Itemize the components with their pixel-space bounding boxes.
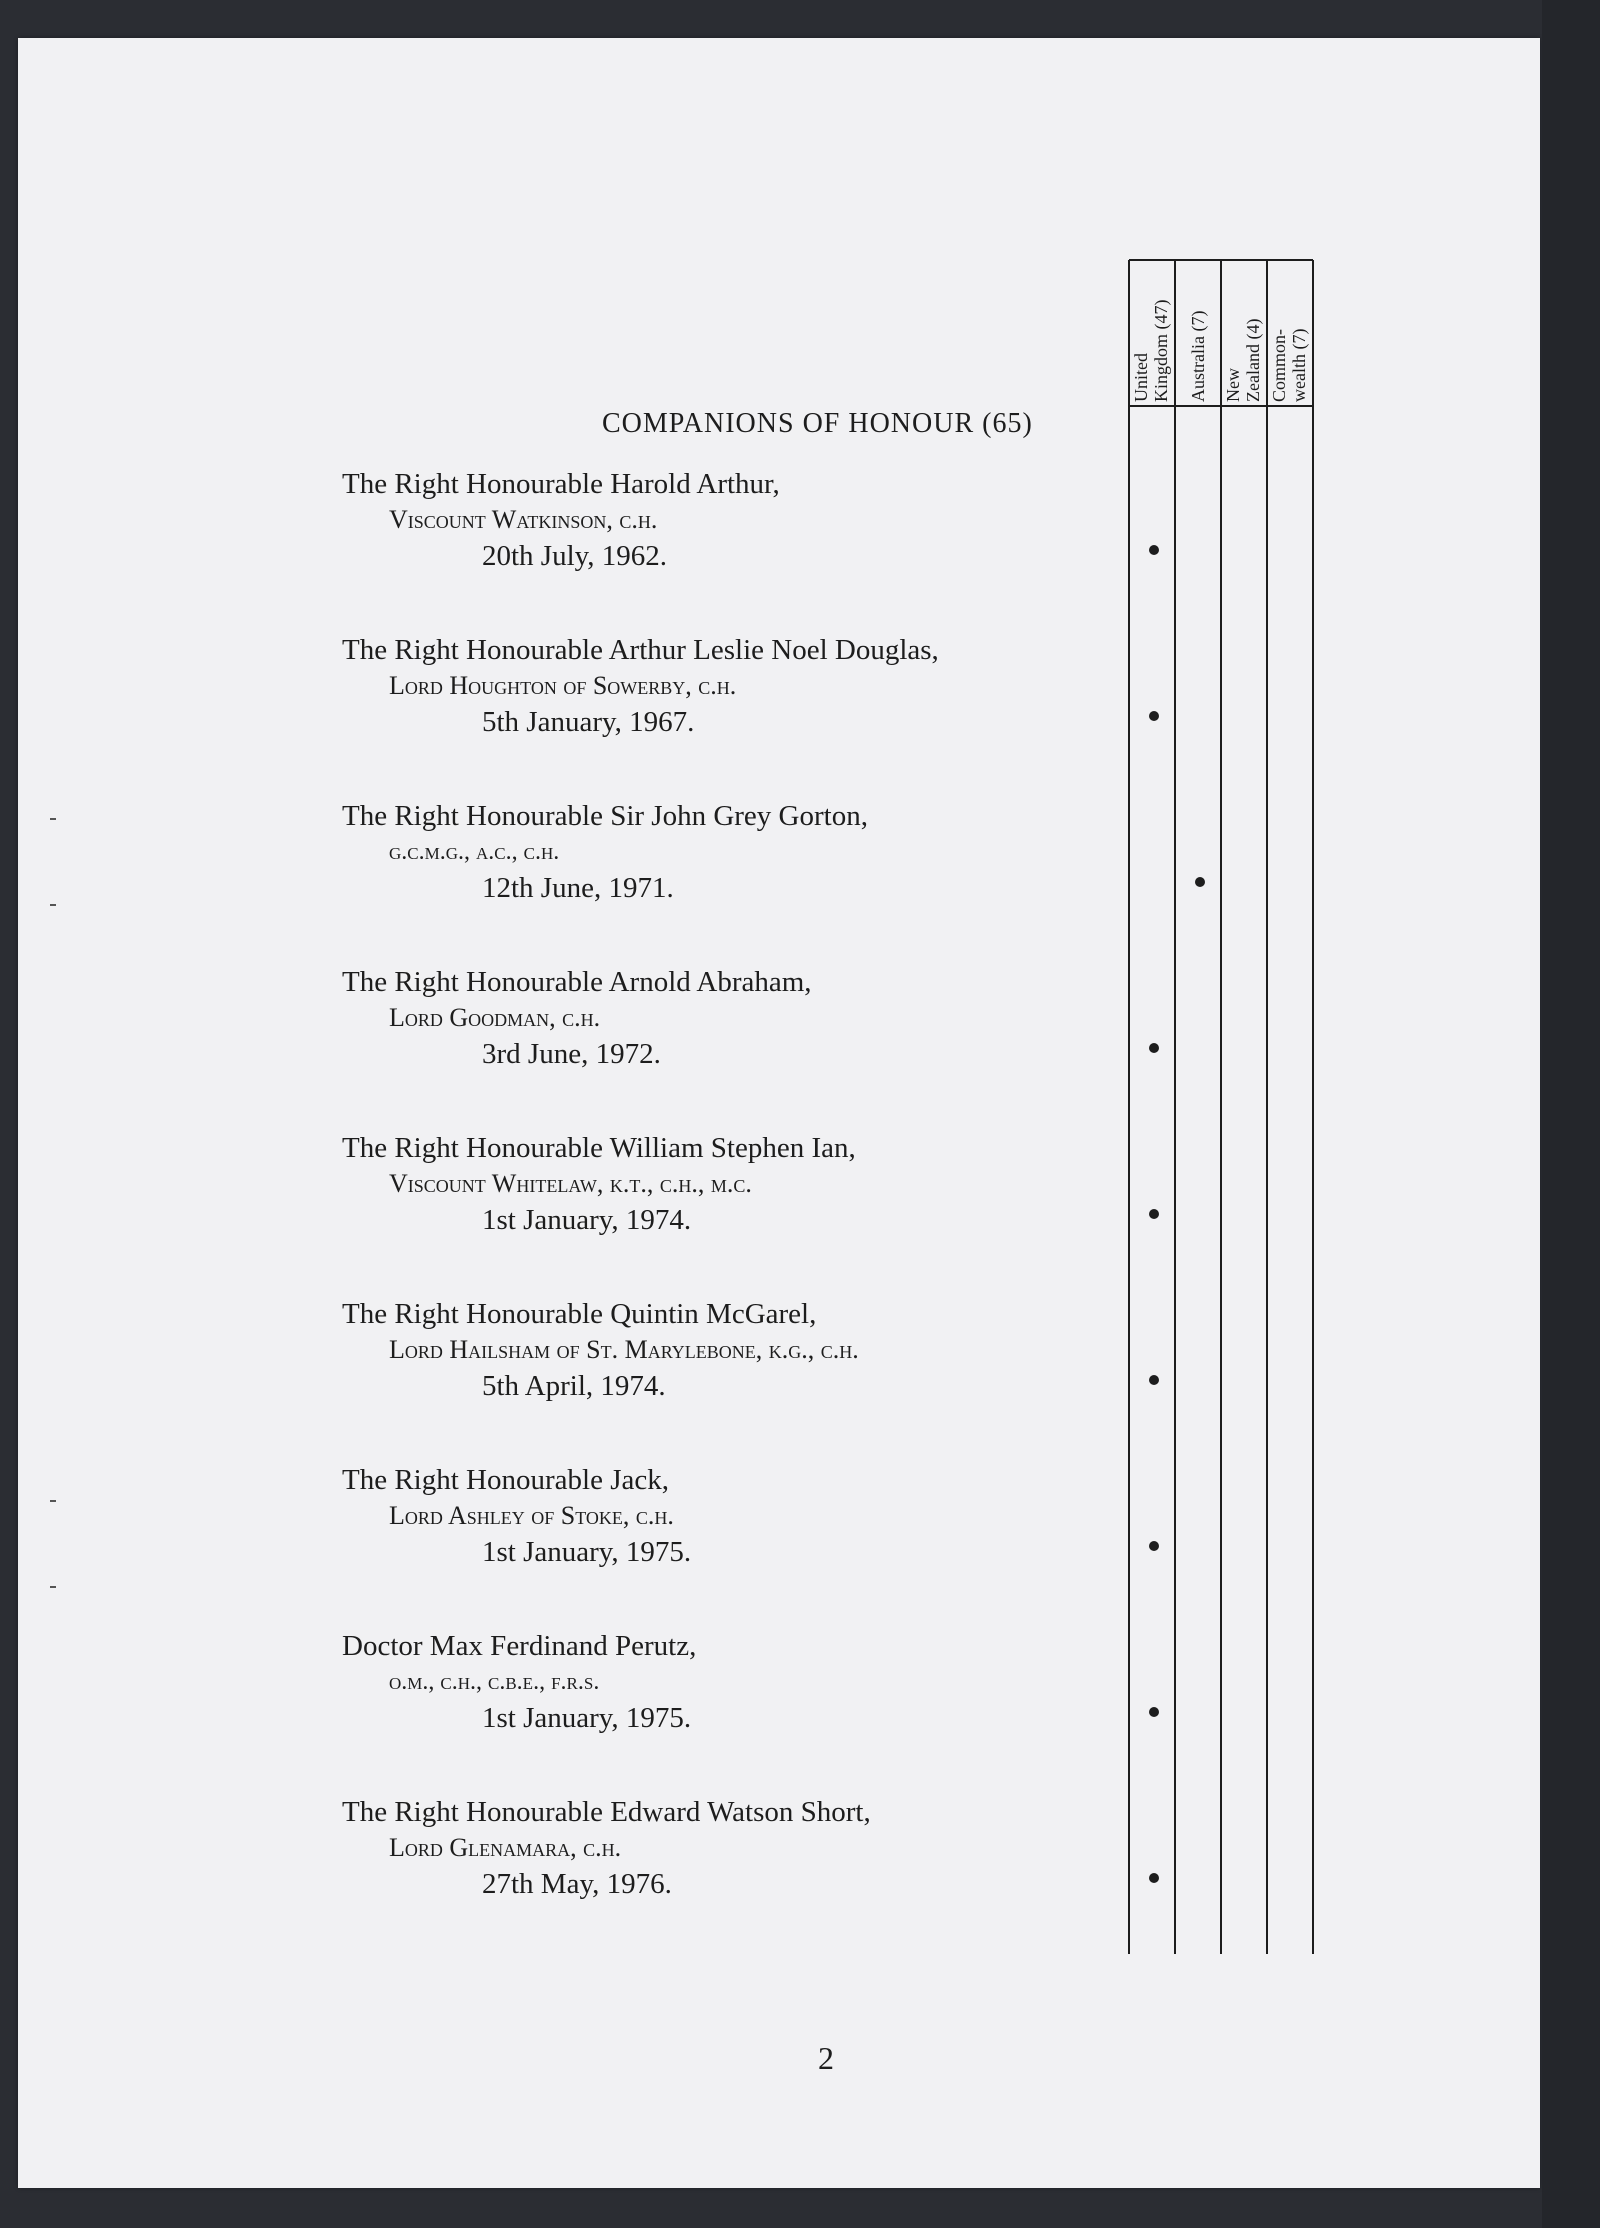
column-label-australia: Australia (7) [1188, 310, 1208, 402]
entry-date: 5th January, 1967. [482, 706, 695, 738]
entry-date: 1st January, 1975. [482, 1536, 692, 1568]
entry-date: 5th April, 1974. [482, 1370, 666, 1402]
entry-date: 12th June, 1971. [482, 872, 674, 904]
membership-dot [1149, 545, 1159, 555]
column-label-commonwealth: Common- wealth (7) [1269, 328, 1309, 402]
entry-date: 1st January, 1975. [482, 1702, 692, 1734]
entry-date: 3rd June, 1972. [482, 1038, 661, 1070]
membership-dot [1149, 1873, 1159, 1883]
membership-dot [1149, 1209, 1159, 1219]
entry-date: 27th May, 1976. [482, 1868, 672, 1900]
column-label-united-kingdom: United Kingdom (47) [1131, 299, 1171, 402]
entry-title: o.m., c.h., c.b.e., f.r.s. [389, 1669, 600, 1695]
membership-dot [1149, 1043, 1159, 1053]
honour-entry [342, 1296, 1122, 1404]
honour-entry [342, 632, 1122, 740]
honour-entry [342, 466, 1122, 574]
entry-date: 1st January, 1974. [482, 1204, 692, 1236]
honour-entry [342, 964, 1122, 1072]
honour-entry [342, 1628, 1122, 1736]
entry-name: The Right Honourable Sir John Grey Gorton, [342, 800, 868, 832]
entry-title: Lord Houghton of Sowerby, c.h. [389, 671, 737, 700]
entry-title: Lord Hailsham of St. Marylebone, k.g., c.h. [389, 1335, 859, 1364]
entry-title: Lord Glenamara, c.h. [389, 1833, 622, 1862]
membership-dot [1149, 1541, 1159, 1551]
honour-entry [342, 1462, 1122, 1570]
honour-entry [342, 1130, 1122, 1238]
entry-name: Doctor Max Ferdinand Perutz, [342, 1630, 697, 1662]
membership-dot [1149, 1707, 1159, 1717]
entry-title: Lord Goodman, c.h. [389, 1003, 601, 1032]
section-heading: COMPANIONS OF HONOUR (65) [602, 408, 1033, 439]
column-label-new-zealand: New Zealand (4) [1223, 318, 1263, 402]
entry-title: Viscount Whitelaw, k.t., c.h., m.c. [389, 1169, 752, 1198]
entry-title: Viscount Watkinson, c.h. [389, 505, 658, 534]
honour-entry [342, 1794, 1122, 1902]
entry-name: The Right Honourable Arnold Abraham, [342, 966, 812, 998]
membership-dot [1149, 711, 1159, 721]
page-number: 2 [818, 2040, 834, 2076]
entry-name: The Right Honourable Jack, [342, 1464, 669, 1496]
entry-name: The Right Honourable Arthur Leslie Noel Douglas, [342, 634, 939, 666]
entry-title: Lord Ashley of Stoke, c.h. [389, 1501, 674, 1530]
entry-title: g.c.m.g., a.c., c.h. [389, 839, 560, 865]
entry-name: The Right Honourable Quintin McGarel, [342, 1298, 817, 1330]
entry-name: The Right Honourable Edward Watson Short, [342, 1796, 871, 1828]
entry-date: 20th July, 1962. [482, 540, 668, 572]
membership-dot [1195, 877, 1205, 887]
honour-entry [342, 798, 1122, 906]
entry-name: The Right Honourable Harold Arthur, [342, 468, 780, 500]
membership-dot [1149, 1375, 1159, 1385]
entry-name: The Right Honourable William Stephen Ian, [342, 1132, 856, 1164]
